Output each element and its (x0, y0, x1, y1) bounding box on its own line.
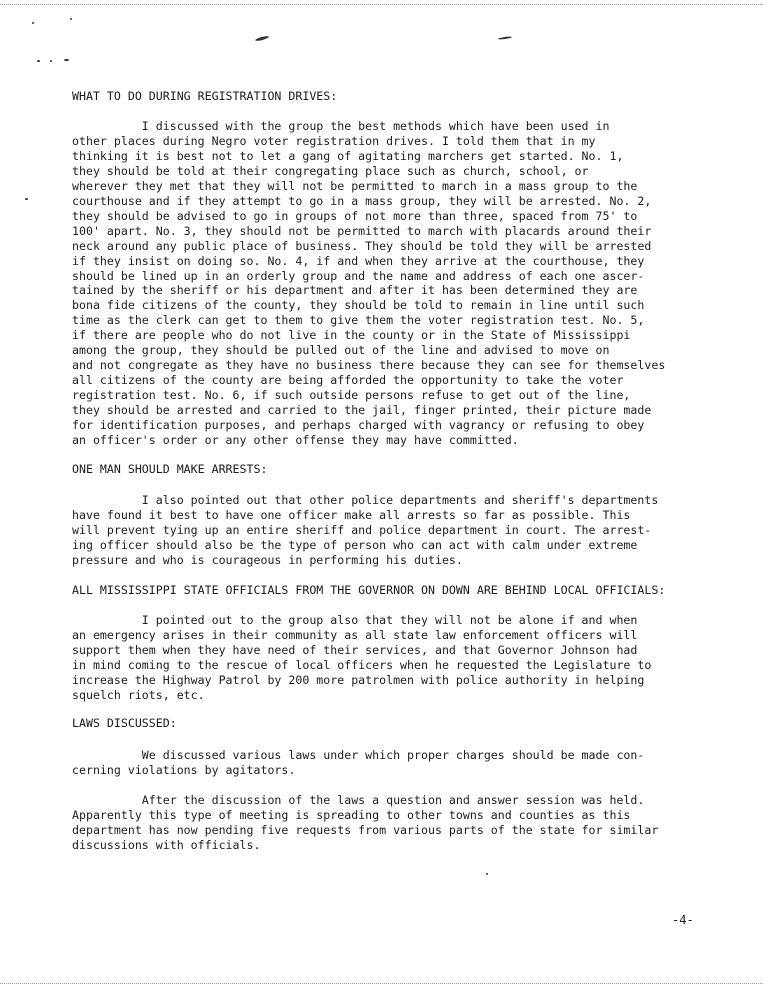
scan-speck (70, 18, 72, 20)
scan-speck (498, 36, 512, 40)
scan-speck (50, 60, 52, 62)
scan-speck (25, 198, 28, 200)
bottom-edge-rule (0, 983, 763, 984)
body-paragraph: We discussed various laws under which proper charges should be made con- cerning violations by agitators. (72, 748, 645, 777)
body-paragraph: I pointed out to the group also that they will not be alone if and when an emergency arises in their community as all state law enforcement officers will support them when they have need of their services, and that Governor Johnson had in mind coming to the rescue of local officers when he requested the Legislature to increase the Highway Patrol by 200 more patrolmen with police authority in helping squelch riots, etc. (72, 613, 652, 702)
section-heading: ALL MISSISSIPPI STATE OFFICIALS FROM THE GOVERNOR ON DOWN ARE BEHIND LOCAL OFFICIALS: (72, 583, 666, 597)
body-paragraph: I also pointed out that other police departments and sheriff's departments have found it best to have one officer make all arrests so far as possible. This will prevent tying up an entire sheriff and police department in court. The arrest- ing officer should also be the type of person who can act with calm under extreme pressure and who is courageous in performing his duties. (72, 493, 659, 567)
section-heading: LAWS DISCUSSED: (72, 716, 177, 730)
scan-speck (37, 60, 40, 62)
section-heading: WHAT TO DO DURING REGISTRATION DRIVES: (72, 89, 338, 103)
page-number: -4- (672, 913, 694, 927)
scan-speck (64, 59, 69, 61)
scan-speck (32, 22, 34, 24)
body-paragraph: I discussed with the group the best methods which have been used in other places during Negro voter registration drives. I told them that in my thinking it is best not to let a gang of agitating marchers get started. No. 1, they should be told at their congregating place such as church, school, or wherever they met that they will not be permitted to march in a mass group to the courthouse and if they attempt to go in a mass group, they will be arrested. No. 2, they should be advised to go in groups of not more than three, spaced from 75' to 100' apart. No. 3, they should not be permitted to march with placards around their neck around any public place of business. They should be told they will be arrested if they insist on doing so. No. 4, if and when they arrive at the courthouse, they should be lined up in an orderly group and the name and address of each one ascer- tained by the sheriff or his department and after it has been determined they are bona fide citizens of the county, they should be told to remain in line until such time as the clerk can get to them to give them the voter registration test. No. 5, if there are people who do not live in the county or in the State of Mississippi among the group, they should be pulled out of the line and advised to move on and not congregate as they have no business there because they can see for themselves all citizens of the county are being afforded the opportunity to take the voter registration test. No. 6, if such outside persons refuse to get out of the line, they should be arrested and carried to the jail, finger printed, their picture made for identification purposes, and perhaps charged with vagrancy or refusing to obey an officer's order or any other offense they may have committed. (72, 119, 666, 448)
scan-speck (486, 873, 488, 875)
section-heading: ONE MAN SHOULD MAKE ARRESTS: (72, 462, 268, 476)
top-edge-rule (0, 4, 763, 5)
scan-speck (255, 35, 269, 42)
body-paragraph: After the discussion of the laws a question and answer session was held. Apparently this type of meeting is spreading to other towns and counties as this department has now pending five requests from various parts of the state for similar discussions with officials. (72, 793, 659, 852)
